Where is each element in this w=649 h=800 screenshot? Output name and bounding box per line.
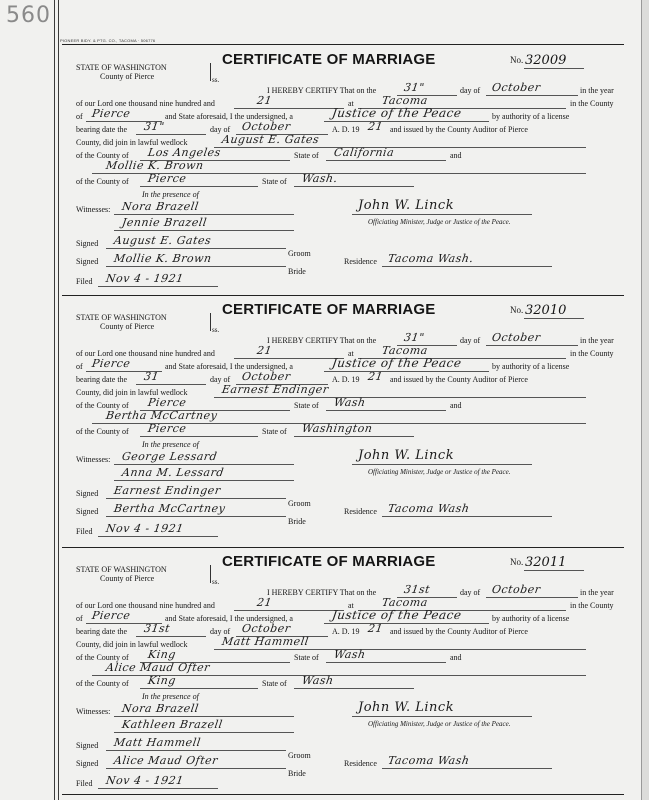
day-of-text: day of [210, 627, 231, 636]
ss-mark: ss. [212, 76, 220, 84]
divider-2 [62, 547, 624, 548]
authority-text: by authority of a license [492, 614, 570, 623]
certify-text: I HEREBY CERTIFY That on the [267, 588, 377, 597]
filed-label: Filed [76, 277, 93, 286]
residence-value: Tacoma Wash [387, 502, 471, 515]
filed-date: Nov 4 - 1921 [105, 774, 185, 787]
bracket [204, 313, 211, 331]
number-label: No. [510, 557, 524, 567]
day-of-text: day of [460, 588, 481, 597]
groom-county: Los Angeles [147, 146, 222, 159]
bride-name: Bertha McCartney [105, 409, 219, 422]
wedlock-text: County, did join in lawful wedlock [76, 388, 188, 397]
residence-value: Tacoma Wash. [387, 252, 475, 265]
bearing-text: bearing date the [76, 627, 128, 636]
signed-label: Signed [76, 239, 99, 248]
marriage-day: 31" [403, 331, 426, 344]
marriage-county: Pierce [91, 107, 132, 120]
groom-state: Wash [333, 396, 367, 409]
bride-state: Wash. [301, 172, 339, 185]
issued-text: and issued by the County Auditor of Pierce [390, 375, 528, 384]
bride-signature: Bertha McCartney [113, 502, 227, 515]
county-of-text: of the County of [76, 653, 129, 662]
wedlock-text: County, did join in lawful wedlock [76, 138, 188, 147]
license-year: 21 [367, 120, 384, 133]
bride-county: Pierce [147, 172, 188, 185]
bearing-text: bearing date the [76, 375, 128, 384]
page-edge [641, 0, 649, 800]
county-text: in the County [570, 99, 614, 108]
groom-name: August E. Gates [221, 133, 321, 146]
certificate-title: CERTIFICATE OF MARRIAGE [222, 553, 436, 570]
license-month: October [241, 370, 292, 383]
certificate-number: 32009 [525, 53, 567, 68]
county-of-text: of the County of [76, 177, 129, 186]
marriage-place: Tacoma [381, 344, 429, 357]
state-of-text: State of [262, 427, 287, 436]
year-suffix: 21 [256, 344, 273, 357]
certify-text: I HEREBY CERTIFY That on the [267, 86, 377, 95]
witness-1: Nora Brazell [121, 200, 200, 213]
certificate-number: 32011 [525, 555, 567, 570]
state-heading: STATE OF WASHINGTON [76, 313, 167, 322]
state-heading: STATE OF WASHINGTON [76, 63, 167, 72]
ss-mark: ss. [212, 578, 220, 586]
state-heading: STATE OF WASHINGTON [76, 565, 167, 574]
lord-text: of our Lord one thousand nine hundred and [76, 601, 215, 610]
county-text: in the County [570, 601, 614, 610]
officiating-text: Officiating Minister, Judge or Justice of the Peace. [368, 720, 511, 728]
signed-label: Signed [76, 759, 99, 768]
county-of-text: of the County of [76, 401, 129, 410]
marriage-month: October [491, 81, 542, 94]
printer-imprint: PIONEER BIDY. & PTG. CO., TACOMA · 506776 [60, 38, 156, 43]
year-text: in the year [580, 336, 614, 345]
witness-1: George Lessard [121, 450, 219, 463]
filed-date: Nov 4 - 1921 [105, 522, 185, 535]
bride-signature: Mollie K. Brown [113, 252, 213, 265]
lord-text: of our Lord one thousand nine hundred and [76, 349, 215, 358]
groom-label: Groom [288, 499, 311, 508]
filed-label: Filed [76, 779, 93, 788]
residence-label: Residence [344, 507, 377, 516]
certify-text: I HEREBY CERTIFY That on the [267, 336, 377, 345]
ad-text: A. D. 19 [332, 627, 360, 636]
witness-1: Nora Brazell [121, 702, 200, 715]
certificate-title: CERTIFICATE OF MARRIAGE [222, 51, 436, 68]
left-margin-line [54, 0, 55, 800]
marriage-county: Pierce [91, 357, 132, 370]
certificate-number: 32010 [525, 303, 567, 318]
day-of-text: day of [210, 125, 231, 134]
witnesses-label: Witnesses: [76, 707, 111, 716]
state-of-text: State of [294, 151, 319, 160]
officiant-signature: John W. Linck [358, 198, 455, 213]
county-heading: County of Pierce [100, 72, 155, 81]
county-heading: County of Pierce [100, 322, 155, 331]
ss-mark: ss. [212, 326, 220, 334]
of-text: of [76, 112, 83, 121]
issued-text: and issued by the County Auditor of Pierce [390, 627, 528, 636]
witnesses-label: Witnesses: [76, 205, 111, 214]
residence-label: Residence [344, 257, 377, 266]
bearing-text: bearing date the [76, 125, 128, 134]
bride-county: King [147, 674, 177, 687]
county-of-text: of the County of [76, 679, 129, 688]
officiant-signature: John W. Linck [358, 448, 455, 463]
issued-text: and issued by the County Auditor of Pierce [390, 125, 528, 134]
bride-name: Mollie K. Brown [105, 159, 205, 172]
at-text: at [348, 349, 354, 358]
license-day: 31 [143, 370, 160, 383]
groom-label: Groom [288, 751, 311, 760]
of-text: of [76, 362, 83, 371]
at-text: at [348, 99, 354, 108]
marriage-month: October [491, 583, 542, 596]
county-of-text: of the County of [76, 151, 129, 160]
and-text: and [450, 151, 462, 160]
ad-text: A. D. 19 [332, 375, 360, 384]
number-label: No. [510, 305, 524, 315]
aforesaid-text: and State aforesaid, I the undersigned, a [165, 362, 293, 371]
certificate-1 [62, 48, 624, 296]
state-of-text: State of [294, 653, 319, 662]
presence-text: In the presence of [142, 190, 199, 199]
license-day: 31" [143, 120, 166, 133]
license-month: October [241, 622, 292, 635]
page-number: 560 [6, 3, 51, 28]
bride-label: Bride [288, 769, 306, 778]
lord-text: of our Lord one thousand nine hundred and [76, 99, 215, 108]
groom-state: Wash [333, 648, 367, 661]
authority-text: by authority of a license [492, 112, 570, 121]
filed-label: Filed [76, 527, 93, 536]
aforesaid-text: and State aforesaid, I the undersigned, a [165, 614, 293, 623]
day-of-text: day of [460, 86, 481, 95]
bracket [204, 565, 211, 583]
bride-signature: Alice Maud Ofter [113, 754, 219, 767]
license-year: 21 [367, 370, 384, 383]
county-text: in the County [570, 349, 614, 358]
county-of-text: of the County of [76, 427, 129, 436]
groom-label: Groom [288, 249, 311, 258]
residence-label: Residence [344, 759, 377, 768]
groom-county: Pierce [147, 396, 188, 409]
officiant-title: Justice of the Peace [331, 106, 463, 120]
authority-text: by authority of a license [492, 362, 570, 371]
presence-text: In the presence of [142, 692, 199, 701]
presence-text: In the presence of [142, 440, 199, 449]
state-of-text: State of [262, 679, 287, 688]
and-text: and [450, 653, 462, 662]
bride-state: Washington [301, 422, 374, 435]
certificate-3 [62, 550, 624, 798]
groom-signature: Earnest Endinger [113, 484, 222, 497]
signed-label: Signed [76, 489, 99, 498]
state-of-text: State of [294, 401, 319, 410]
license-year: 21 [367, 622, 384, 635]
day-of-text: day of [210, 375, 231, 384]
number-label: No. [510, 55, 524, 65]
officiant-signature: John W. Linck [358, 700, 455, 715]
county-heading: County of Pierce [100, 574, 155, 583]
officiant-title: Justice of the Peace [331, 608, 463, 622]
of-text: of [76, 614, 83, 623]
filed-date: Nov 4 - 1921 [105, 272, 185, 285]
marriage-day: 31" [403, 81, 426, 94]
bride-state: Wash [301, 674, 335, 687]
marriage-day: 31st [403, 583, 431, 596]
marriage-county: Pierce [91, 609, 132, 622]
and-text: and [450, 401, 462, 410]
officiant-title: Justice of the Peace [331, 356, 463, 370]
ad-text: A. D. 19 [332, 125, 360, 134]
groom-signature: August E. Gates [113, 234, 213, 247]
signed-label: Signed [76, 741, 99, 750]
witness-2: Kathleen Brazell [121, 718, 224, 731]
wedlock-text: County, did join in lawful wedlock [76, 640, 188, 649]
certificate-2 [62, 298, 624, 546]
officiating-text: Officiating Minister, Judge or Justice of the Peace. [368, 468, 511, 476]
groom-county: King [147, 648, 177, 661]
groom-name: Matt Hammell [221, 635, 310, 648]
year-suffix: 21 [256, 94, 273, 107]
marriage-place: Tacoma [381, 94, 429, 107]
signed-label: Signed [76, 507, 99, 516]
witness-2: Jennie Brazell [121, 216, 208, 229]
marriage-month: October [491, 331, 542, 344]
license-month: October [241, 120, 292, 133]
marriage-place: Tacoma [381, 596, 429, 609]
year-suffix: 21 [256, 596, 273, 609]
bride-county: Pierce [147, 422, 188, 435]
witnesses-label: Witnesses: [76, 455, 111, 464]
bride-label: Bride [288, 517, 306, 526]
signed-label: Signed [76, 257, 99, 266]
day-of-text: day of [460, 336, 481, 345]
officiating-text: Officiating Minister, Judge or Justice of the Peace. [368, 218, 511, 226]
year-text: in the year [580, 86, 614, 95]
license-day: 31st [143, 622, 171, 635]
certificate-title: CERTIFICATE OF MARRIAGE [222, 301, 436, 318]
bride-label: Bride [288, 267, 306, 276]
groom-state: California [333, 146, 396, 159]
year-text: in the year [580, 588, 614, 597]
bride-name: Alice Maud Ofter [105, 661, 211, 674]
groom-signature: Matt Hammell [113, 736, 202, 749]
aforesaid-text: and State aforesaid, I the undersigned, a [165, 112, 293, 121]
bracket [204, 63, 211, 81]
top-rule [62, 44, 624, 45]
witness-2: Anna M. Lessard [121, 466, 225, 479]
state-of-text: State of [262, 177, 287, 186]
groom-name: Earnest Endinger [221, 383, 330, 396]
at-text: at [348, 601, 354, 610]
residence-value: Tacoma Wash [387, 754, 471, 767]
left-margin-line-inner [58, 0, 59, 800]
